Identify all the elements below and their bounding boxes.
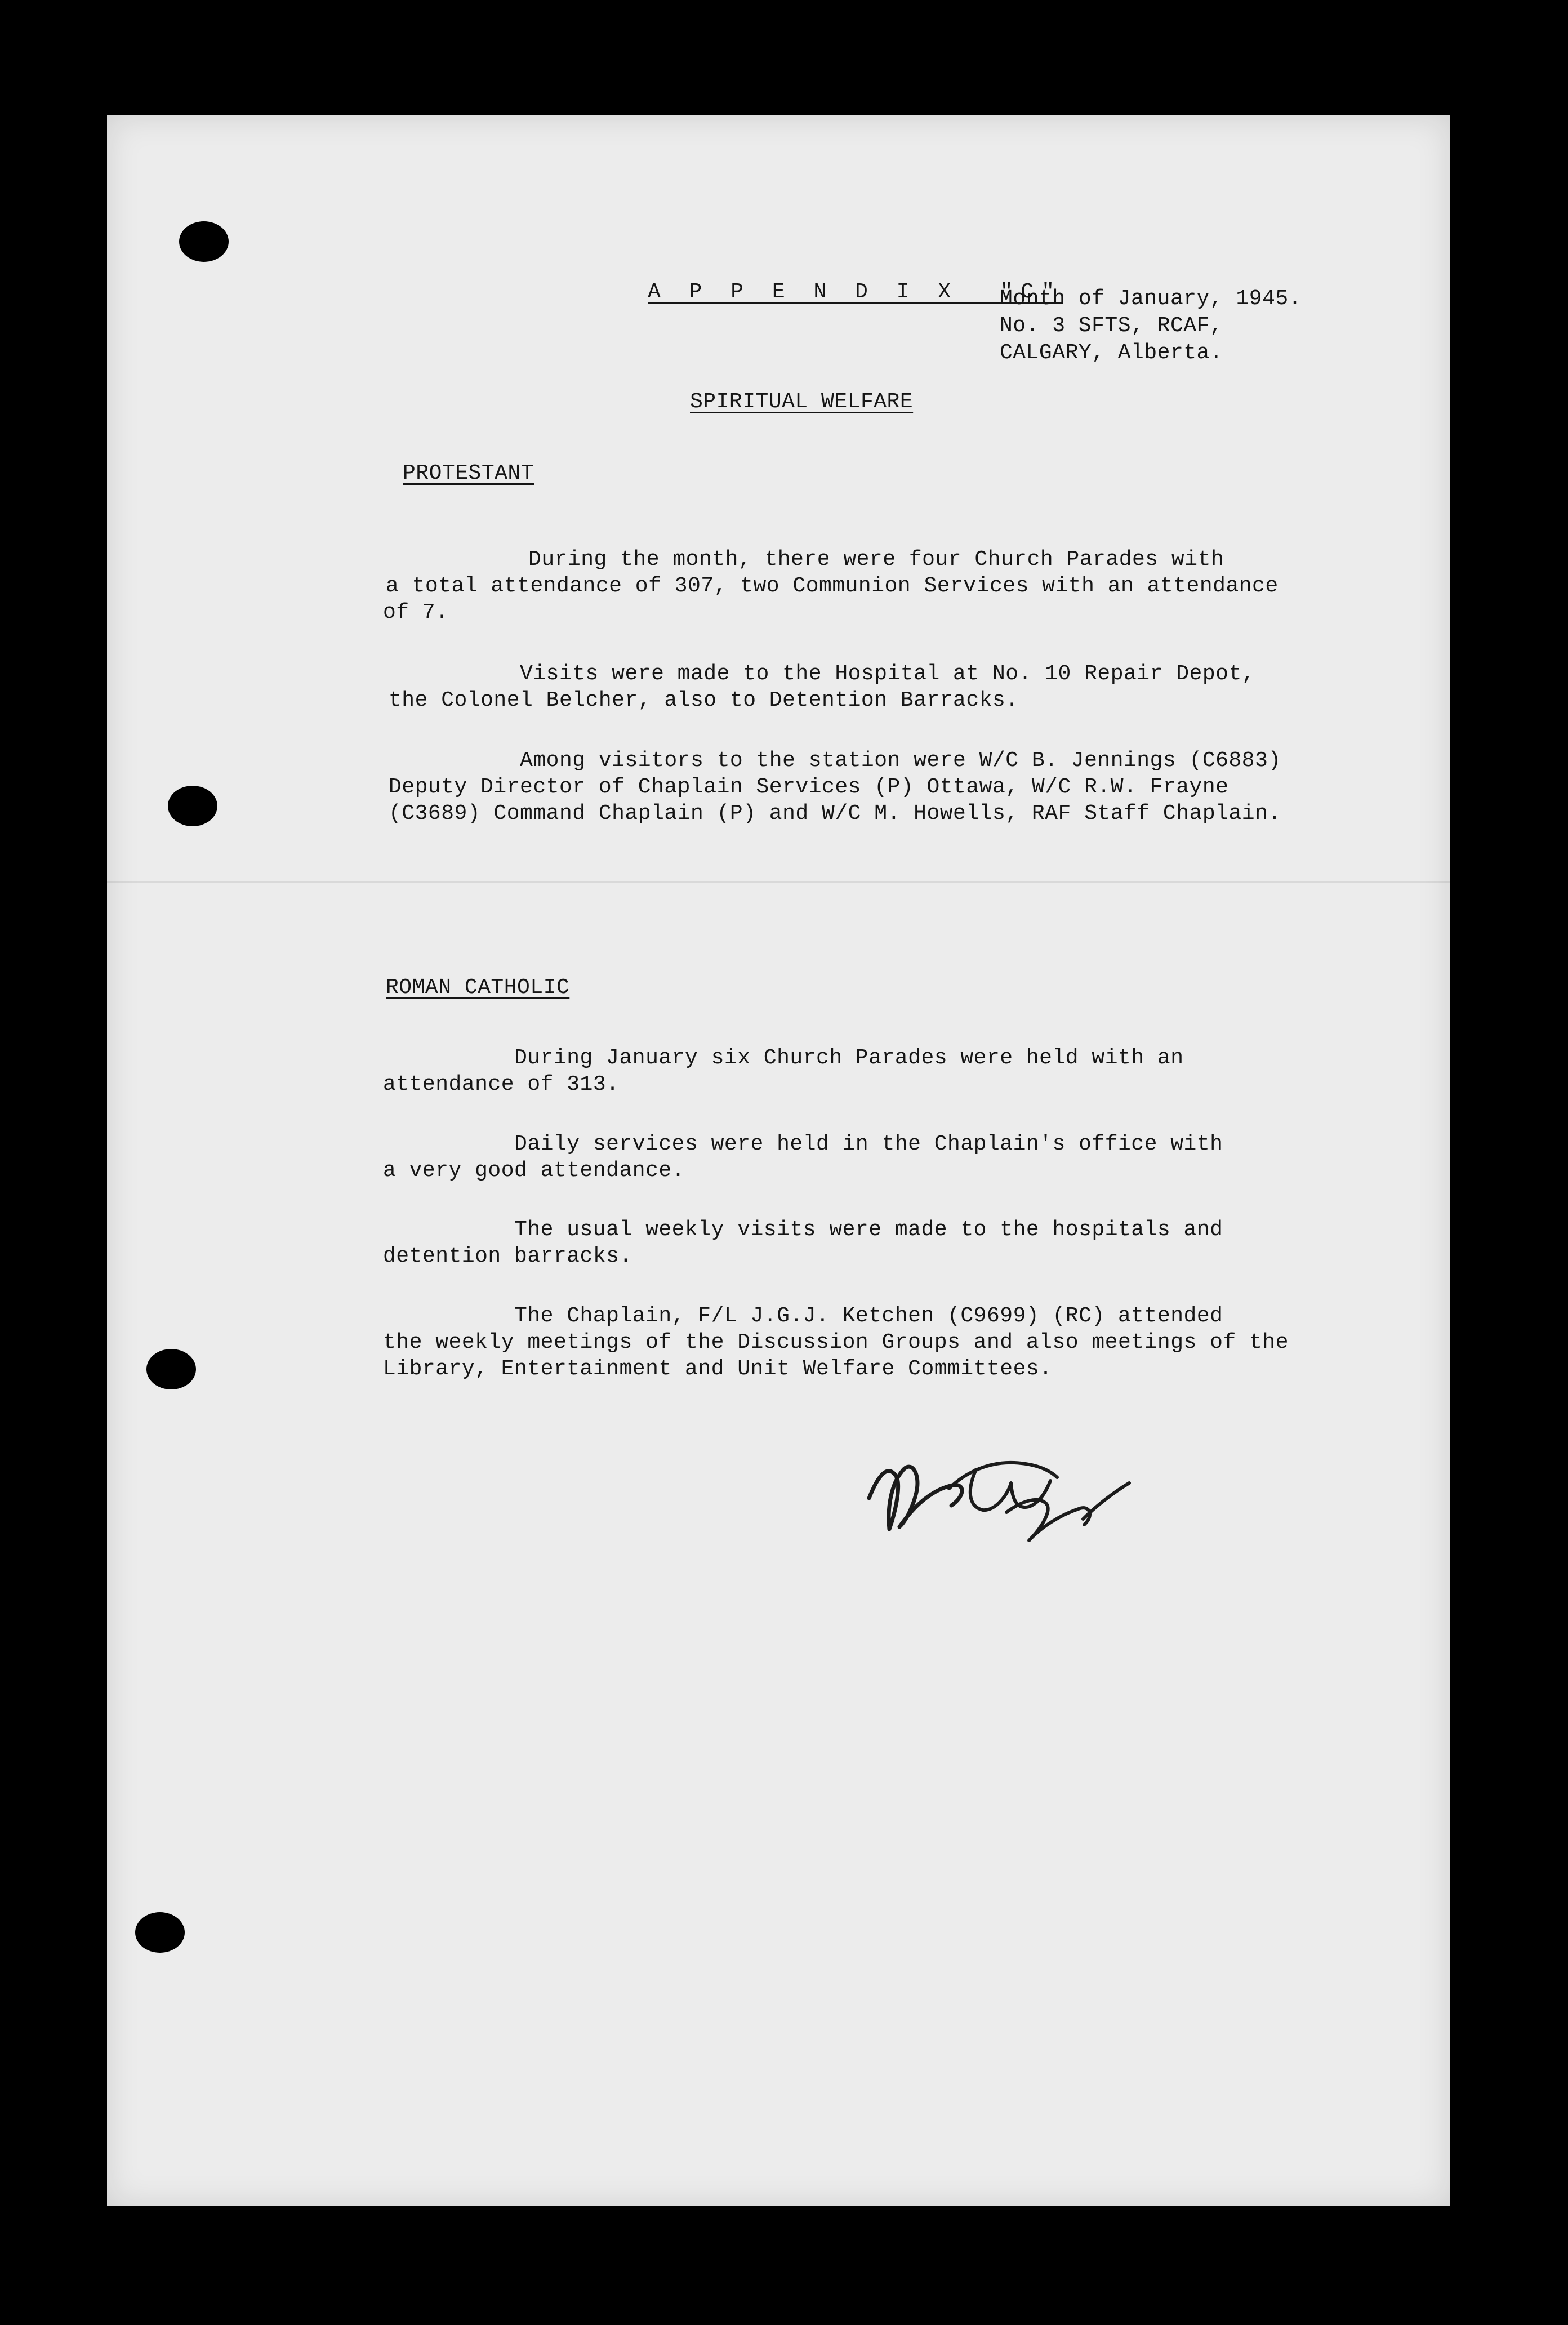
protestant-paragraph-1-line-1: During the month, there were four Church Parades with xyxy=(397,547,1224,572)
roman-catholic-paragraph-1-line-1: During January six Church Parades were held with an xyxy=(383,1046,1184,1070)
unit-location: CALGARY, Alberta. xyxy=(1000,341,1223,365)
document-page xyxy=(107,115,1450,2206)
roman-catholic-paragraph-4-line-2: the weekly meetings of the Discussion Groups and also meetings of the xyxy=(383,1330,1289,1355)
roman-catholic-paragraph-2-line-2: a very good attendance. xyxy=(383,1159,685,1183)
protestant-paragraph-1-line-2: a total attendance of 307, two Communion Services with an attendance xyxy=(386,574,1279,598)
handwritten-signature xyxy=(848,1422,1163,1569)
punch-hole-upper-middle xyxy=(168,786,217,826)
roman-catholic-paragraph-3-line-2: detention barracks. xyxy=(383,1244,632,1268)
punch-hole-lower-middle xyxy=(146,1349,196,1389)
section-title: SPIRITUAL WELFARE xyxy=(690,390,914,414)
roman-catholic-heading: ROMAN CATHOLIC xyxy=(386,976,570,1000)
unit-name: No. 3 SFTS, RCAF, xyxy=(1000,314,1223,338)
protestant-paragraph-2-line-2: the Colonel Belcher, also to Detention Barracks. xyxy=(389,688,1019,712)
punch-hole-bottom xyxy=(135,1912,185,1953)
roman-catholic-paragraph-1-line-2: attendance of 313. xyxy=(383,1072,620,1097)
report-month: Month of January, 1945. xyxy=(1000,287,1302,311)
protestant-paragraph-3-line-2: Deputy Director of Chaplain Services (P) Ottawa, W/C R.W. Frayne xyxy=(389,775,1229,799)
page-fold-line xyxy=(107,881,1450,883)
protestant-paragraph-1-line-3: of 7. xyxy=(383,600,449,625)
roman-catholic-paragraph-4-line-1: The Chaplain, F/L J.G.J. Ketchen (C9699) (RC) attended xyxy=(383,1304,1223,1328)
punch-hole-top xyxy=(179,221,229,262)
roman-catholic-paragraph-4-line-3: Library, Entertainment and Unit Welfare Committees. xyxy=(383,1357,1053,1381)
protestant-paragraph-3-line-1: Among visitors to the station were W/C B. Jennings (C6883) xyxy=(389,749,1281,773)
roman-catholic-paragraph-2-line-1: Daily services were held in the Chaplain's office with xyxy=(383,1132,1223,1156)
roman-catholic-paragraph-3-line-1: The usual weekly visits were made to the hospitals and xyxy=(383,1218,1223,1242)
protestant-heading: PROTESTANT xyxy=(403,461,534,486)
appendix-title: A P P E N D I X "C" xyxy=(648,280,1063,304)
protestant-paragraph-3-line-3: (C3689) Command Chaplain (P) and W/C M. Howells, RAF Staff Chaplain. xyxy=(389,801,1281,826)
protestant-paragraph-2-line-1: Visits were made to the Hospital at No. 10 Repair Depot, xyxy=(389,662,1255,686)
